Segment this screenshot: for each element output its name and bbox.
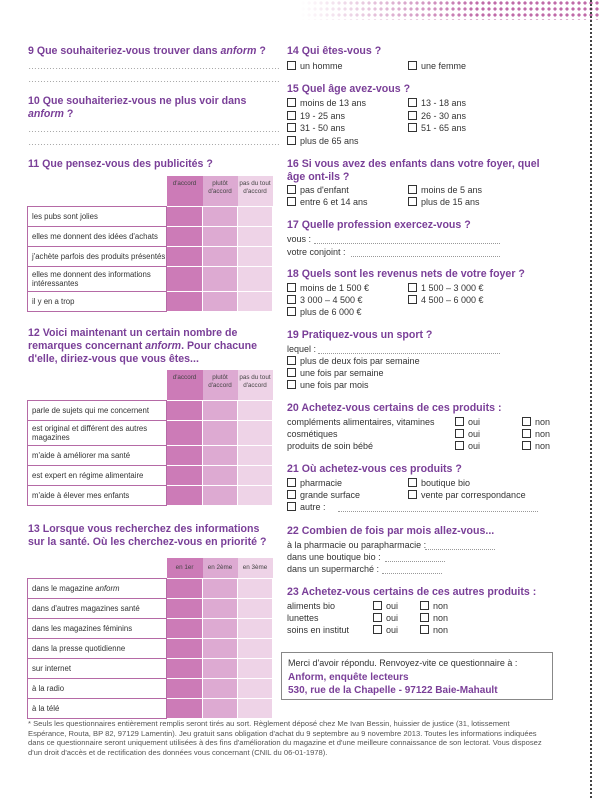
q11-cell[interactable] [238, 206, 273, 226]
q23-title: 23 Achetez-vous certains de ces autres produits : [287, 586, 537, 598]
q20-item: produits de soin bébé [287, 441, 374, 451]
legal-footnote: * Seuls les questionnaires entièrement remplis seront tirés au sort. Règlement déposé chez Me Ivan Bessin, huissier de justice (31, lotissement Espérance, Routa, BP 82, 97129 Lamentin). Jeu gratuit sans obligation d'achat du 9 septembre au 9 novembre 2013. Toutes les informations indiquées dans ce questionnaire seront uniquement utilisées à des fins d'amélioration du magazine et d'une meilleure connaissance de son lectorat. Vous disposez d'un droit d'accès et de rectification des données vous concernant (CNIL du 06-01-1978). [28, 719, 542, 757]
q16-option[interactable]: entre 6 et 14 ans [287, 197, 368, 208]
q11-cell[interactable] [167, 246, 203, 266]
q20-item: compléments alimentaires, vitamines [287, 417, 435, 427]
q13-cell[interactable] [203, 618, 238, 638]
q12-col-disagree: pas du tout d'accord [238, 370, 273, 400]
checkbox[interactable] [287, 368, 296, 377]
checkbox[interactable] [287, 283, 296, 292]
q11-cell[interactable] [203, 246, 238, 266]
q19-which-label: lequel : [287, 344, 317, 354]
table-row: est expert en régime alimentaire [28, 465, 273, 485]
table-row: elles me donnent des informations intéressantes [28, 266, 273, 291]
q17-you-label: vous : [287, 234, 312, 244]
q20-yes[interactable]: oui [455, 441, 480, 452]
q14-option-man[interactable]: un homme [287, 61, 343, 72]
q11-cell[interactable] [167, 226, 203, 246]
q16-option[interactable]: plus de 15 ans [408, 197, 480, 208]
q20-no[interactable]: non [522, 417, 550, 428]
q13-cell[interactable] [167, 678, 203, 698]
q23-no[interactable]: non [420, 613, 448, 624]
checkbox[interactable] [287, 307, 296, 316]
q15-option[interactable]: 26 - 30 ans [408, 111, 466, 122]
q12-col-rather-agree: plutôt d'accord [203, 370, 238, 400]
q18-option[interactable]: 3 000 – 4 500 € [287, 295, 363, 306]
q13-cell[interactable] [167, 658, 203, 678]
q20-yes[interactable]: oui [455, 429, 480, 440]
checkbox[interactable] [408, 283, 417, 292]
table-row: m'aide à élever mes enfants [28, 485, 273, 505]
q12-cell[interactable] [203, 485, 238, 505]
table-row: dans la presse quotidienne [28, 638, 273, 658]
table-row: à la télé [28, 698, 273, 718]
q11-col-agree: d'accord [167, 176, 203, 206]
q20-item: cosmétiques [287, 429, 338, 439]
checkbox[interactable] [287, 185, 296, 194]
checkbox[interactable] [287, 61, 296, 70]
q13-cell[interactable] [238, 638, 273, 658]
thanks-text: Merci d'avoir répondu. Renvoyez-vite ce questionnaire à : [288, 658, 518, 668]
q23-item: aliments bio [287, 601, 336, 611]
checkbox[interactable] [522, 417, 531, 426]
checkbox[interactable] [420, 613, 429, 622]
table-row: m'aide à améliorer ma santé [28, 445, 273, 465]
checkbox[interactable] [455, 417, 464, 426]
q21-other-field[interactable] [338, 511, 538, 512]
q15-option[interactable]: 13 - 18 ans [408, 98, 466, 109]
q11-cell[interactable] [203, 291, 238, 311]
q23-item: lunettes [287, 613, 319, 623]
q20-no[interactable]: non [522, 429, 550, 440]
q21-option[interactable]: autre : [287, 502, 326, 513]
q13-cell[interactable] [203, 678, 238, 698]
q15-option[interactable]: plus de 65 ans [287, 136, 359, 147]
q20-title: 20 Achetez-vous certains de ces produits : [287, 402, 502, 414]
q23-yes[interactable]: oui [373, 625, 398, 636]
q22-field[interactable] [385, 561, 445, 562]
checkbox[interactable] [373, 613, 382, 622]
q13-cell[interactable] [167, 638, 203, 658]
q19-title: 19 Pratiquez-vous un sport ? [287, 329, 433, 341]
q21-option[interactable]: grande surface [287, 490, 360, 501]
q13-cell[interactable] [203, 638, 238, 658]
q22-field[interactable] [425, 549, 495, 550]
q14-option-woman[interactable]: une femme [408, 61, 466, 72]
q13-col-second: en 2ème [203, 558, 238, 578]
q11-cell[interactable] [203, 226, 238, 246]
q13-cell[interactable] [203, 578, 238, 598]
q12-cell[interactable] [203, 445, 238, 465]
q13-col-first: en 1er [167, 558, 203, 578]
q17-spouse-field[interactable] [351, 256, 500, 257]
q11-cell[interactable] [167, 266, 203, 291]
checkbox[interactable] [455, 429, 464, 438]
q23-item: soins en institut [287, 625, 350, 635]
q12-cell[interactable] [167, 400, 203, 420]
q21-title: 21 Où achetez-vous ces produits ? [287, 463, 462, 475]
checkbox[interactable] [408, 197, 417, 206]
q9-answer-line-1[interactable]: ………………………………………………………………………… [28, 61, 280, 71]
table-row: dans les magazines féminins [28, 618, 273, 638]
checkbox[interactable] [420, 625, 429, 634]
checkbox[interactable] [287, 98, 296, 107]
q12-title: 12 Voici maintenant un certain nombre de remarques concernant anform. Pour chacune d'elle, diriez-vous que vous êtes... [28, 327, 258, 365]
q13-col-third: en 3ème [238, 558, 273, 578]
checkbox[interactable] [408, 185, 417, 194]
recipient-address: 530, rue de la Chapelle - 97122 Baie-Mahault [288, 685, 498, 696]
q13-cell[interactable] [167, 618, 203, 638]
q12-cell[interactable] [238, 465, 273, 485]
recipient-name: Anform, enquête lecteurs [288, 672, 409, 683]
q18-option[interactable]: moins de 1 500 € [287, 283, 369, 294]
checkbox[interactable] [287, 136, 296, 145]
q23-yes[interactable]: oui [373, 601, 398, 612]
q23-yes[interactable]: oui [373, 613, 398, 624]
q17-you-field[interactable] [314, 243, 500, 244]
table-row: il y en a trop [28, 291, 273, 311]
q23-no[interactable]: non [420, 625, 448, 636]
checkbox[interactable] [522, 429, 531, 438]
q13-cell[interactable] [238, 658, 273, 678]
checkbox[interactable] [287, 478, 296, 487]
q12-cell[interactable] [238, 445, 273, 465]
q19-option[interactable]: une fois par mois [287, 380, 369, 391]
q10-title: 10 Que souhaiteriez-vous ne plus voir dans anform ? [28, 95, 247, 120]
q19-option[interactable]: une fois par semaine [287, 368, 384, 379]
q11-cell[interactable] [238, 226, 273, 246]
q22-item: à la pharmacie ou parapharmacie : [287, 540, 427, 550]
q12-cell[interactable] [203, 400, 238, 420]
q11-cell[interactable] [238, 291, 273, 311]
checkbox[interactable] [287, 197, 296, 206]
checkbox[interactable] [455, 441, 464, 450]
q12-cell[interactable] [238, 400, 273, 420]
q12-cell[interactable] [203, 420, 238, 445]
q13-cell[interactable] [238, 598, 273, 618]
cut-line [590, 0, 592, 798]
q13-cell[interactable] [203, 598, 238, 618]
checkbox[interactable] [408, 98, 417, 107]
checkbox[interactable] [420, 601, 429, 610]
q16-option[interactable]: pas d'enfant [287, 185, 349, 196]
q16-option[interactable]: moins de 5 ans [408, 185, 482, 196]
return-address-box [281, 652, 553, 700]
q12-cell[interactable] [238, 420, 273, 445]
q19-option[interactable]: plus de deux fois par semaine [287, 356, 420, 367]
q19-which-field[interactable] [318, 353, 500, 354]
checkbox[interactable] [287, 111, 296, 120]
q18-option[interactable]: plus de 6 000 € [287, 307, 362, 318]
q18-option[interactable]: 1 500 – 3 000 € [408, 283, 484, 294]
table-row: sur internet [28, 658, 273, 678]
checkbox[interactable] [287, 502, 296, 511]
checkbox[interactable] [408, 123, 417, 132]
q13-cell[interactable] [238, 618, 273, 638]
table-row: les pubs sont jolies [28, 206, 273, 226]
table-row: dans le magazine anform [28, 578, 273, 598]
q15-option[interactable]: moins de 13 ans [287, 98, 366, 109]
q20-no[interactable]: non [522, 441, 550, 452]
q15-option[interactable]: 19 - 25 ans [287, 111, 345, 122]
q23-no[interactable]: non [420, 601, 448, 612]
q18-title: 18 Quels sont les revenus nets de votre foyer ? [287, 268, 525, 280]
q22-title: 22 Combien de fois par mois allez-vous... [287, 525, 495, 537]
q12-cell[interactable] [167, 445, 203, 465]
q9-title: 9 Que souhaiteriez-vous trouver dans anform ? [28, 45, 266, 57]
q13-cell[interactable] [167, 698, 203, 718]
q13-cell[interactable] [238, 578, 273, 598]
q22-item: dans un supermarché : [287, 564, 380, 574]
q11-title: 11 Que pensez-vous des publicités ? [28, 158, 213, 170]
table-row: est original et différent des autres magazines [28, 420, 273, 445]
checkbox[interactable] [287, 380, 296, 389]
q10-answer-line-1[interactable]: ………………………………………………………………………… [28, 124, 280, 134]
q15-title: 15 Quel âge avez-vous ? [287, 83, 411, 95]
q22-item: dans une boutique bio : [287, 552, 381, 562]
q13-cell[interactable] [203, 698, 238, 718]
checkbox[interactable] [287, 295, 296, 304]
q12-cell[interactable] [167, 465, 203, 485]
q13-cell[interactable] [203, 658, 238, 678]
q15-option[interactable]: 31 - 50 ans [287, 123, 345, 134]
q11-rating-grid [27, 176, 273, 312]
table-row: parle de sujets qui me concernent [28, 400, 273, 420]
checkbox[interactable] [287, 490, 296, 499]
q12-cell[interactable] [203, 465, 238, 485]
q16-title: 16 Si vous avez des enfants dans votre foyer, quel âge ont-ils ? [287, 158, 540, 183]
q11-cell[interactable] [238, 246, 273, 266]
q22-field[interactable] [382, 573, 442, 574]
q11-col-rather-agree: plutôt d'accord [203, 176, 238, 206]
q11-cell[interactable] [203, 206, 238, 226]
q21-option[interactable]: boutique bio [408, 478, 470, 489]
q12-cell[interactable] [238, 485, 273, 505]
q14-title: 14 Qui êtes-vous ? [287, 45, 382, 57]
q15-option[interactable]: 51 - 65 ans [408, 123, 466, 134]
q11-cell[interactable] [167, 206, 203, 226]
checkbox[interactable] [522, 441, 531, 450]
q13-cell[interactable] [238, 678, 273, 698]
checkbox[interactable] [373, 601, 382, 610]
q9-answer-line-2[interactable]: ………………………………………………………………………… [28, 74, 280, 84]
table-row: j'achète parfois des produits présentés [28, 246, 273, 266]
q12-col-agree: d'accord [167, 370, 203, 400]
q11-cell[interactable] [203, 266, 238, 291]
q13-title: 13 Lorsque vous recherchez des informations sur la santé. Où les cherchez-vous en priorité ? [28, 523, 267, 548]
q13-cell[interactable] [167, 598, 203, 618]
table-row: elles me donnent des idées d'achats [28, 226, 273, 246]
q12-cell[interactable] [167, 485, 203, 505]
decorative-dot-pattern [300, 0, 600, 20]
q20-yes[interactable]: oui [455, 417, 480, 428]
checkbox[interactable] [287, 356, 296, 365]
checkbox[interactable] [408, 490, 417, 499]
q17-title: 17 Quelle profession exercez-vous ? [287, 219, 471, 231]
q21-option[interactable]: vente par correspondance [408, 490, 526, 501]
table-row: dans d'autres magazines santé [28, 598, 273, 618]
q17-spouse-label: votre conjoint : [287, 247, 346, 257]
checkbox[interactable] [408, 295, 417, 304]
q13-cell[interactable] [167, 578, 203, 598]
q13-cell[interactable] [238, 698, 273, 718]
checkbox[interactable] [408, 61, 417, 70]
checkbox[interactable] [408, 478, 417, 487]
q11-cell[interactable] [238, 266, 273, 291]
q18-option[interactable]: 4 500 – 6 000 € [408, 295, 484, 306]
table-row: à la radio [28, 678, 273, 698]
q12-rating-grid [27, 370, 273, 506]
q12-cell[interactable] [167, 420, 203, 445]
q21-option[interactable]: pharmacie [287, 478, 342, 489]
checkbox[interactable] [373, 625, 382, 634]
q11-cell[interactable] [167, 291, 203, 311]
checkbox[interactable] [287, 123, 296, 132]
q11-col-disagree: pas du tout d'accord [238, 176, 273, 206]
checkbox[interactable] [408, 111, 417, 120]
q13-priority-grid [27, 558, 273, 719]
q10-answer-line-2[interactable]: ………………………………………………………………………… [28, 137, 280, 147]
